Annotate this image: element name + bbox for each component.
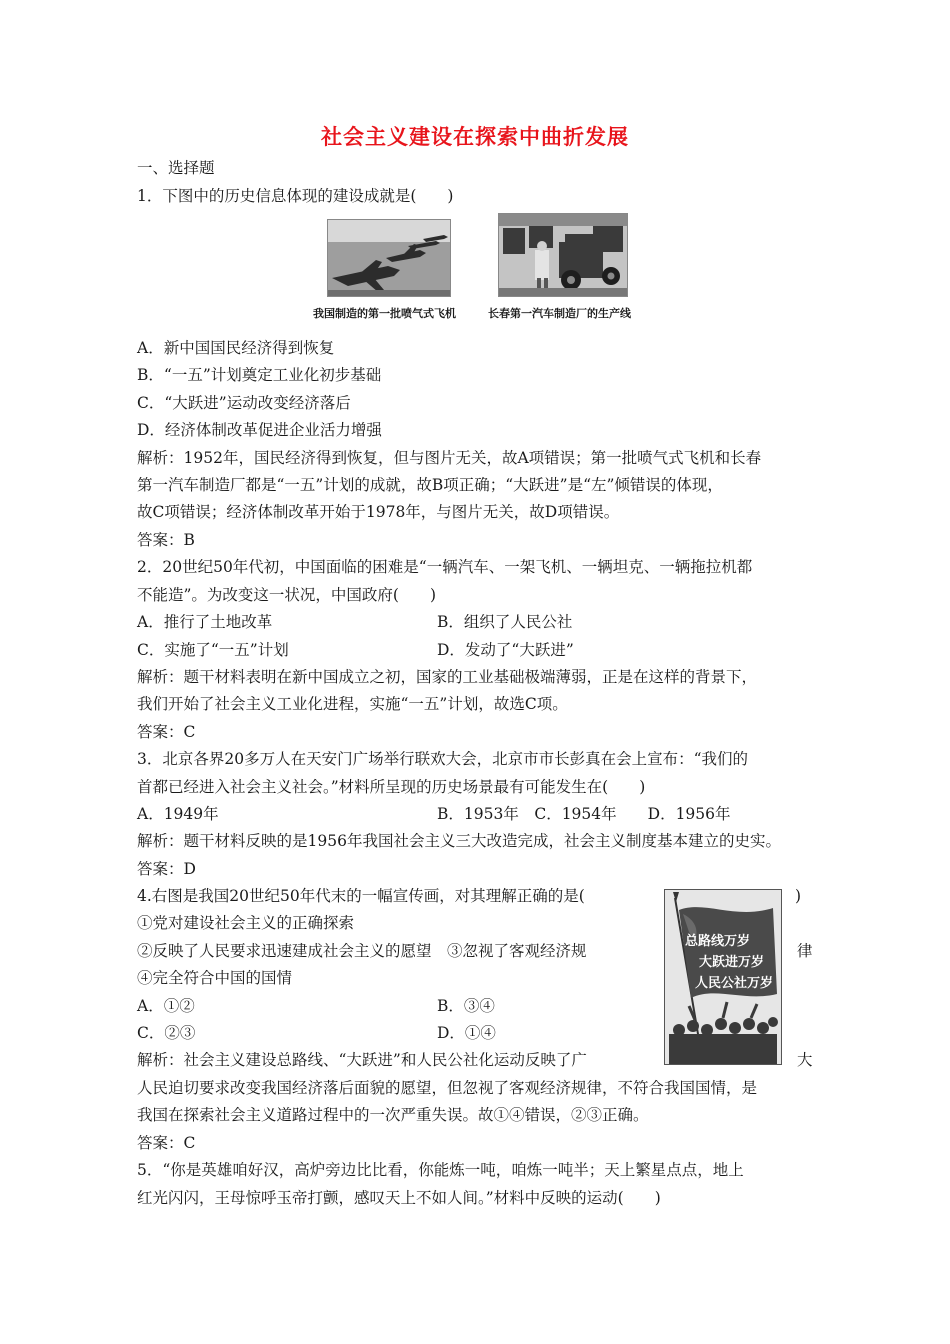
q2-stem-line-2: 不能造”。为改变这一状况，中国政府( ) bbox=[137, 586, 437, 604]
q3-option-a: A．1949年 bbox=[137, 805, 219, 823]
caption-jet-aircraft: 我国制造的第一批喷气式飞机 bbox=[313, 307, 456, 320]
q4-item-4: ④完全符合中国的国情 bbox=[137, 969, 293, 987]
q1-option-d: D．经济体制改革促进企业活力增强 bbox=[137, 421, 382, 439]
q1-option-b: B．“一五”计划奠定工业化初步基础 bbox=[137, 366, 382, 384]
q3-options-bcd: B．1953年 C．1954年 D．1956年 bbox=[437, 805, 731, 823]
section-heading: 一、选择题 bbox=[137, 159, 215, 177]
q5-stem-line-2: 红光闪闪，王母惊呼玉帝打颤，感叹天上不如人间。”材料中反映的运动( ) bbox=[137, 1189, 661, 1207]
q2-option-a: A．推行了土地改革 bbox=[137, 613, 273, 631]
q4-option-a: A．①② bbox=[137, 997, 195, 1015]
q1-option-c: C．“大跃进”运动改变经济落后 bbox=[137, 394, 351, 412]
q2-stem-line-1: 2．20世纪50年代初，中国面临的困难是“一辆汽车、一架飞机、一辆坦克、一辆拖拉机都 bbox=[137, 558, 753, 576]
q5-stem-line-1: 5．“你是英雄咱好汉，高炉旁边比比看，你能炼一吨，咱炼一吨半；天上繁星点点，地上 bbox=[137, 1161, 744, 1179]
q4-analysis-line-2: 人民迫切要求改变我国经济落后面貌的愿望，但忽视了客观经济规律，不符合我国国情，是 bbox=[137, 1079, 758, 1097]
poster-slogan-2: 大跃进万岁 bbox=[699, 955, 765, 970]
q4-item-2: ②反映了人民要求迅速建成社会主义的愿望 ③忽视了客观经济规 bbox=[137, 942, 587, 960]
page-title: 社会主义建设在探索中曲折发展 bbox=[321, 125, 629, 149]
truck-production-line-photo bbox=[498, 213, 628, 297]
q4-stem-close: ) bbox=[795, 887, 802, 905]
q1-option-a: A．新中国国民经济得到恢复 bbox=[137, 339, 335, 357]
q3-answer: 答案：D bbox=[137, 860, 196, 878]
q1-stem: 1．下图中的历史信息体现的建设成就是( ) bbox=[137, 187, 454, 205]
q1-analysis-line-2: 第一汽车制造厂都是“一五”计划的成就，故B项正确；“大跃进”是“左”倾错误的体现， bbox=[137, 476, 723, 494]
poster-slogan-1: 总路线万岁 bbox=[685, 934, 751, 949]
q4-analysis-line-1-tail: 大 bbox=[797, 1051, 813, 1069]
q2-option-c: C．实施了“一五”计划 bbox=[137, 641, 289, 659]
q4-stem: 4.右图是我国20世纪50年代末的一幅宣传画，对其理解正确的是( bbox=[137, 887, 585, 905]
q1-answer: 答案：B bbox=[137, 531, 195, 549]
jet-aircraft-photo bbox=[327, 219, 451, 297]
q4-item-2-tail: 律 bbox=[797, 942, 813, 960]
q4-option-b: B．③④ bbox=[437, 997, 495, 1015]
q1-analysis-line-3: 故C项错误；经济体制改革开始于1978年，与图片无关，故D项错误。 bbox=[137, 503, 620, 521]
q4-option-d: D．①④ bbox=[437, 1024, 496, 1042]
propaganda-poster bbox=[664, 889, 782, 1065]
q4-answer: 答案：C bbox=[137, 1134, 196, 1152]
q2-answer: 答案：C bbox=[137, 723, 196, 741]
q4-analysis-line-1: 解析：社会主义建设总路线、“大跃进”和人民公社化运动反映了广 bbox=[137, 1051, 587, 1069]
q4-item-1: ①党对建设社会主义的正确探索 bbox=[137, 914, 355, 932]
q1-analysis-line-1: 解析：1952年，国民经济得到恢复，但与图片无关，故A项错误；第一批喷气式飞机和长春 bbox=[137, 449, 762, 467]
q4-analysis-line-3: 我国在探索社会主义道路过程中的一次严重失误。故①④错误，②③正确。 bbox=[137, 1106, 649, 1124]
poster-slogan-3: 人民公社万岁 bbox=[695, 976, 774, 991]
q3-analysis: 解析：题干材料反映的是1956年我国社会主义三大改造完成，社会主义制度基本建立的史实。 bbox=[137, 832, 781, 850]
q2-option-d: D．发动了“大跃进” bbox=[437, 641, 574, 659]
q2-analysis-line-1: 解析：题干材料表明在新中国成立之初，国家的工业基础极端薄弱，正是在这样的背景下， bbox=[137, 668, 758, 686]
q2-analysis-line-2: 我们开始了社会主义工业化进程，实施“一五”计划，故选C项。 bbox=[137, 695, 568, 713]
q4-option-c: C．②③ bbox=[137, 1024, 196, 1042]
q3-stem-line-2: 首都已经进入社会主义社会。”材料所呈现的历史场景最有可能发生在( ) bbox=[137, 778, 646, 796]
caption-truck-line: 长春第一汽车制造厂的生产线 bbox=[488, 307, 631, 320]
q3-stem-line-1: 3．北京各界20多万人在天安门广场举行联欢大会，北京市市长彭真在会上宣布：“我们的 bbox=[137, 750, 749, 768]
q2-option-b: B．组织了人民公社 bbox=[437, 613, 573, 631]
